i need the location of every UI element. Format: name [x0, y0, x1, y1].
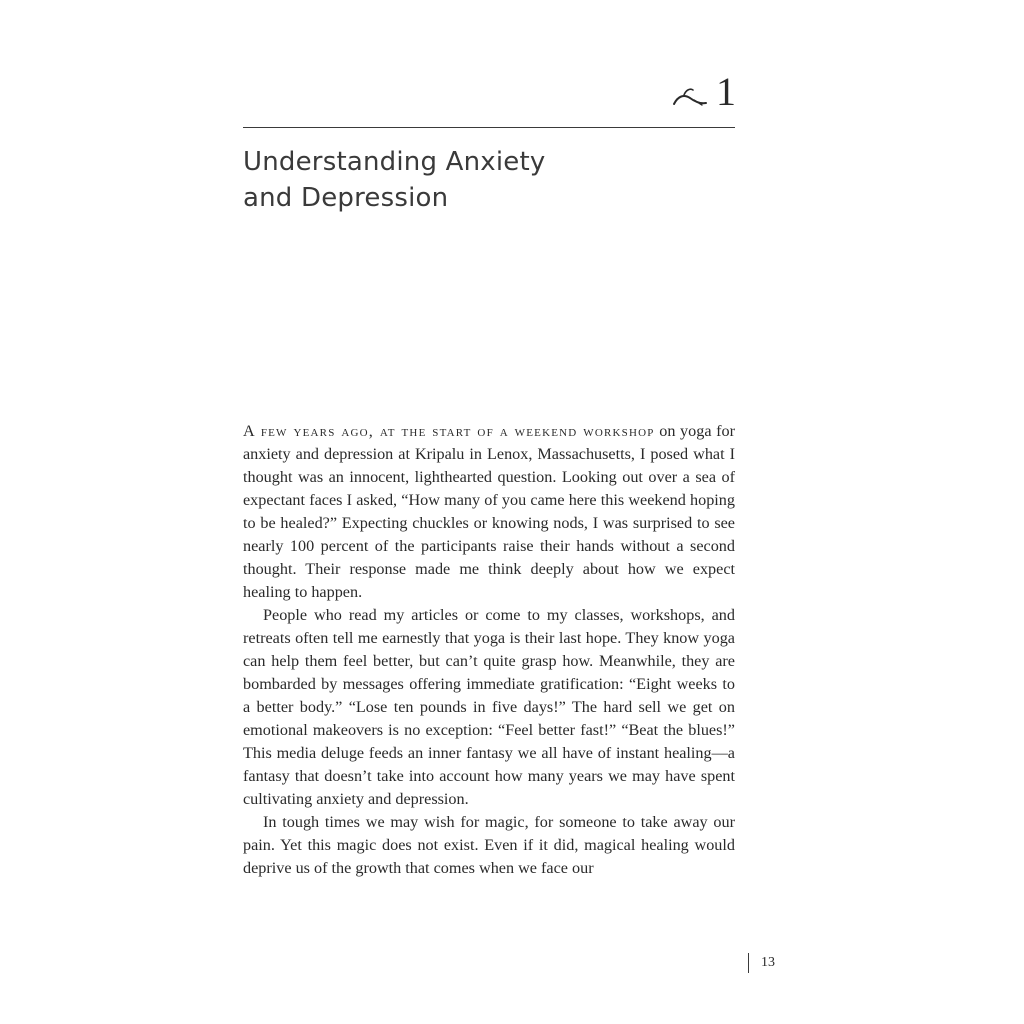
paragraph-1-text: on yoga for anxiety and depression at Kripalu in Lenox, Massachusetts, I posed what I thought was an innocent, lighthearted question. Looking out over a sea of expectant faces I asked, “How many of you came here this weekend hoping to be healed?” Expecting chuckles or knowing nods, I was surprised to see nearly 100 percent of the participants raise their hands without a second thought. Their response made me think deeply about how we expect healing to happen. [243, 422, 736, 601]
lead-in-small-caps: A few years ago, at the start of a weekend workshop [243, 422, 655, 440]
chapter-title [243, 144, 735, 216]
folio [748, 952, 775, 974]
header-rule [243, 127, 735, 128]
body-text [243, 420, 735, 880]
folio-bar [748, 953, 749, 973]
paragraph-3: In tough times we may wish for magic, for someone to take away our pain. Yet this magic does not exist. Even if it did, magical healing would deprive us of the growth that comes when we face our [243, 813, 735, 877]
chapter-number-mark [672, 69, 736, 116]
chapter-number: 1 [716, 69, 736, 114]
paragraph-2: People who read my articles or come to my classes, workshops, and retreats often tell me earnestly that yoga is their last hope. They know yoga can help them feel better, but can’t quite grasp how. Meanwhile, they are bombarded by messages offering immediate gratification: “Eight weeks to a better body.” “Lose ten pounds in five days!” The hard sell we get on emotional makeovers is no exception: “Feel better fast!” “Beat the blues!” This media deluge feeds an inner fantasy we all have of instant healing—a fantasy that doesn’t take into account how many years we may have spent cultivating anxiety and depression. [243, 606, 735, 808]
chapter-title-line-2: and Depression [243, 183, 449, 213]
paragraph-1 [243, 420, 735, 604]
page-number: 13 [761, 955, 775, 970]
chapter-title-line-1: Understanding Anxiety [243, 147, 546, 177]
swash-ornament-icon [672, 84, 708, 108]
